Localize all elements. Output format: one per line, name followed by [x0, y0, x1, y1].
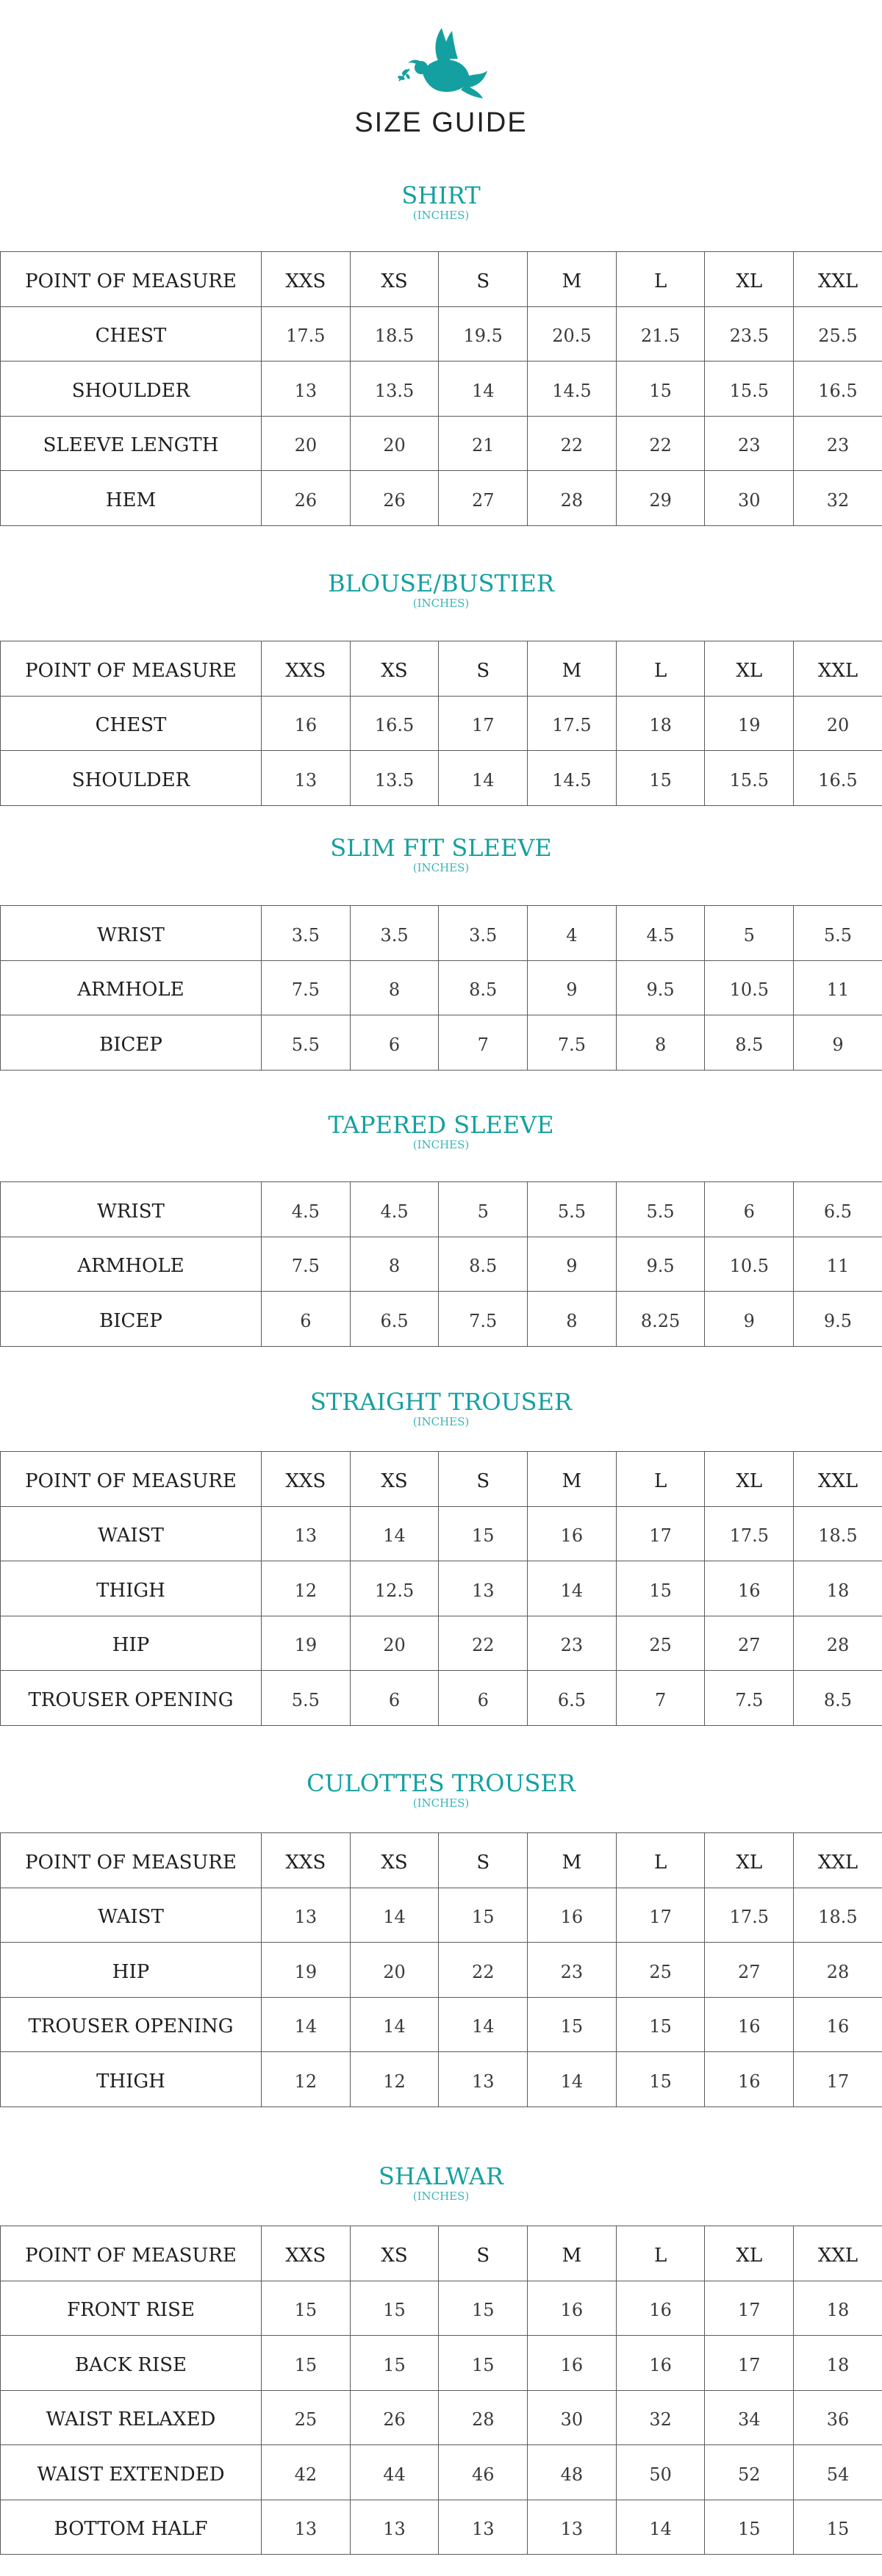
size-value-cell: 25 — [616, 1616, 705, 1671]
measure-label: WAIST — [1, 1506, 262, 1561]
size-value-cell: 6 — [439, 1671, 528, 1726]
size-value-cell: 3.5 — [262, 906, 351, 961]
size-value-cell: 28 — [794, 1616, 882, 1671]
size-value-cell: 11 — [794, 960, 882, 1015]
table-header-row — [1, 252, 882, 307]
size-value-cell: 44 — [350, 2445, 439, 2500]
measure-label: TROUSER OPENING — [1, 1671, 262, 1726]
size-value-cell: 15 — [528, 1997, 617, 2052]
size-value-cell: 14 — [350, 1888, 439, 1943]
size-value-cell: 9 — [528, 1237, 617, 1292]
dove-icon — [393, 22, 489, 110]
table-row — [1, 751, 882, 806]
measure-label: BOTTOM HALF — [1, 2500, 262, 2555]
size-value-cell: 18.5 — [350, 306, 439, 361]
table-row — [1, 2336, 882, 2391]
size-value-cell: 23 — [528, 1943, 617, 1998]
size-value-cell: 16 — [262, 696, 351, 751]
size-value-cell: 17.5 — [262, 306, 351, 361]
column-header-size: XS — [350, 1452, 439, 1507]
size-value-cell: 16 — [616, 2336, 705, 2391]
size-value-cell: 18 — [794, 1561, 882, 1616]
size-value-cell: 7.5 — [262, 1237, 351, 1292]
table-row — [1, 696, 882, 751]
size-value-cell: 14 — [439, 1997, 528, 2052]
column-header-size: XXS — [262, 1452, 351, 1507]
size-value-cell: 20 — [350, 416, 439, 471]
size-value-cell: 15 — [616, 2052, 705, 2107]
size-value-cell: 23.5 — [705, 306, 794, 361]
size-value-cell: 4.5 — [350, 1182, 439, 1237]
size-value-cell: 5 — [439, 1182, 528, 1237]
column-header-measure: POINT OF MEASURE — [1, 1452, 262, 1507]
slim-fit-sleeve-section-unit: (INCHES) — [412, 861, 470, 874]
size-value-cell: 14 — [350, 1997, 439, 2052]
size-value-cell: 19.5 — [439, 306, 528, 361]
size-value-cell: 6 — [262, 1292, 351, 1347]
size-value-cell: 54 — [794, 2445, 882, 2500]
size-value-cell: 8 — [616, 1015, 705, 1071]
size-value-cell: 5.5 — [262, 1671, 351, 1726]
culottes-trouser-size-table — [0, 1832, 882, 2107]
size-value-cell: 9.5 — [794, 1292, 882, 1347]
size-value-cell: 16 — [528, 2336, 617, 2391]
column-header-size: L — [616, 1833, 705, 1888]
size-value-cell: 5 — [705, 906, 794, 961]
size-value-cell: 4 — [528, 906, 617, 961]
size-value-cell: 18 — [794, 2336, 882, 2391]
size-value-cell: 28 — [439, 2390, 528, 2445]
column-header-size: XXS — [262, 252, 351, 307]
table-row — [1, 906, 882, 961]
size-value-cell: 8.5 — [439, 960, 528, 1015]
column-header-size: XXS — [262, 2226, 351, 2281]
size-value-cell: 28 — [528, 471, 617, 526]
size-value-cell: 7.5 — [262, 960, 351, 1015]
table-header-row — [1, 1452, 882, 1507]
column-header-size: L — [616, 2226, 705, 2281]
size-value-cell: 25.5 — [794, 306, 882, 361]
size-value-cell: 23 — [794, 416, 882, 471]
size-value-cell: 8 — [350, 960, 439, 1015]
size-value-cell: 5.5 — [528, 1182, 617, 1237]
size-value-cell: 15 — [705, 2500, 794, 2555]
size-value-cell: 14.5 — [528, 361, 617, 417]
column-header-size: S — [439, 641, 528, 697]
size-value-cell: 8.5 — [705, 1015, 794, 1071]
size-value-cell: 14 — [439, 361, 528, 417]
shirt-section-title: SHIRT — [401, 181, 481, 209]
size-value-cell: 17 — [616, 1888, 705, 1943]
measure-label: HIP — [1, 1943, 262, 1998]
size-value-cell: 15 — [262, 2336, 351, 2391]
size-value-cell: 22 — [616, 416, 705, 471]
size-value-cell: 13 — [262, 2500, 351, 2555]
table-row — [1, 471, 882, 526]
blouse-bustier-section-unit: (INCHES) — [412, 597, 470, 610]
size-value-cell: 13 — [262, 1888, 351, 1943]
size-value-cell: 8.5 — [439, 1237, 528, 1292]
size-value-cell: 30 — [528, 2390, 617, 2445]
measure-label: WAIST EXTENDED — [1, 2445, 262, 2500]
size-value-cell: 20 — [262, 416, 351, 471]
size-value-cell: 11 — [794, 1237, 882, 1292]
size-value-cell: 15 — [794, 2500, 882, 2555]
size-value-cell: 6.5 — [528, 1671, 617, 1726]
size-value-cell: 15 — [262, 2281, 351, 2336]
measure-label: SHOULDER — [1, 751, 262, 806]
size-value-cell: 13 — [350, 2500, 439, 2555]
size-value-cell: 12 — [262, 2052, 351, 2107]
measure-label: BICEP — [1, 1015, 262, 1071]
column-header-size: M — [528, 641, 617, 697]
size-value-cell: 23 — [528, 1616, 617, 1671]
table-row — [1, 960, 882, 1015]
slim-fit-sleeve-size-table — [0, 905, 882, 1071]
column-header-size: M — [528, 1452, 617, 1507]
column-header-size: L — [616, 252, 705, 307]
size-value-cell: 17 — [794, 2052, 882, 2107]
page-header — [0, 22, 882, 140]
size-value-cell: 6 — [350, 1671, 439, 1726]
size-value-cell: 4.5 — [262, 1182, 351, 1237]
size-value-cell: 15 — [616, 1997, 705, 2052]
size-value-cell: 10.5 — [705, 960, 794, 1015]
shalwar-section-unit: (INCHES) — [412, 2190, 470, 2203]
size-value-cell: 18 — [616, 696, 705, 751]
measure-label: ARMHOLE — [1, 1237, 262, 1292]
size-value-cell: 30 — [705, 471, 794, 526]
culottes-trouser-section-unit: (INCHES) — [412, 1796, 470, 1810]
size-value-cell: 6 — [350, 1015, 439, 1071]
column-header-measure: POINT OF MEASURE — [1, 1833, 262, 1888]
measure-label: WAIST RELAXED — [1, 2390, 262, 2445]
size-value-cell: 8.5 — [794, 1671, 882, 1726]
table-row — [1, 416, 882, 471]
size-value-cell: 32 — [616, 2390, 705, 2445]
shalwar-section-title: SHALWAR — [379, 2162, 503, 2190]
table-row — [1, 361, 882, 417]
size-value-cell: 15.5 — [705, 751, 794, 806]
size-value-cell: 16.5 — [794, 751, 882, 806]
size-value-cell: 13 — [262, 751, 351, 806]
size-value-cell: 14 — [350, 1506, 439, 1561]
size-value-cell: 27 — [705, 1943, 794, 1998]
size-value-cell: 3.5 — [439, 906, 528, 961]
size-value-cell: 13 — [262, 361, 351, 417]
size-value-cell: 32 — [794, 471, 882, 526]
measure-label: BACK RISE — [1, 2336, 262, 2391]
size-value-cell: 8 — [528, 1292, 617, 1347]
size-value-cell: 9 — [794, 1015, 882, 1071]
size-value-cell: 16 — [616, 2281, 705, 2336]
size-value-cell: 6 — [705, 1182, 794, 1237]
slim-fit-sleeve-section-title: SLIM FIT SLEEVE — [330, 834, 552, 862]
size-value-cell: 17.5 — [705, 1888, 794, 1943]
table-row — [1, 1943, 882, 1998]
size-value-cell: 16 — [794, 1997, 882, 2052]
table-row — [1, 1506, 882, 1561]
size-value-cell: 16.5 — [794, 361, 882, 417]
size-value-cell: 15 — [439, 1888, 528, 1943]
column-header-size: M — [528, 2226, 617, 2281]
measure-label: SHOULDER — [1, 361, 262, 417]
size-value-cell: 13 — [439, 1561, 528, 1616]
size-value-cell: 14.5 — [528, 751, 617, 806]
measure-label: CHEST — [1, 696, 262, 751]
table-row — [1, 1561, 882, 1616]
size-value-cell: 19 — [262, 1616, 351, 1671]
size-value-cell: 18 — [794, 2281, 882, 2336]
column-header-measure: POINT OF MEASURE — [1, 2226, 262, 2281]
blouse-bustier-section-title: BLOUSE/BUSTIER — [328, 569, 554, 597]
column-header-size: S — [439, 2226, 528, 2281]
size-value-cell: 42 — [262, 2445, 351, 2500]
column-header-size: XXL — [794, 252, 882, 307]
column-header-size: XXL — [794, 1833, 882, 1888]
measure-label: ARMHOLE — [1, 960, 262, 1015]
measure-label: WRIST — [1, 1182, 262, 1237]
size-value-cell: 12 — [350, 2052, 439, 2107]
size-value-cell: 17.5 — [705, 1506, 794, 1561]
measure-label: HEM — [1, 471, 262, 526]
table-row — [1, 1237, 882, 1292]
size-value-cell: 26 — [262, 471, 351, 526]
size-value-cell: 21 — [439, 416, 528, 471]
column-header-size: M — [528, 252, 617, 307]
size-value-cell: 15 — [616, 1561, 705, 1616]
column-header-size: XS — [350, 2226, 439, 2281]
measure-label: SLEEVE LENGTH — [1, 416, 262, 471]
size-value-cell: 17 — [705, 2336, 794, 2391]
size-value-cell: 12.5 — [350, 1561, 439, 1616]
column-header-size: XL — [705, 252, 794, 307]
measure-label: TROUSER OPENING — [1, 1997, 262, 2052]
size-value-cell: 14 — [262, 1997, 351, 2052]
straight-trouser-section-unit: (INCHES) — [412, 1415, 470, 1428]
size-value-cell: 25 — [262, 2390, 351, 2445]
table-row — [1, 1182, 882, 1237]
size-value-cell: 18.5 — [794, 1506, 882, 1561]
table-row — [1, 1616, 882, 1671]
size-value-cell: 10.5 — [705, 1237, 794, 1292]
column-header-size: XS — [350, 1833, 439, 1888]
size-value-cell: 16 — [528, 1506, 617, 1561]
tapered-sleeve-size-table — [0, 1181, 882, 1347]
size-value-cell: 3.5 — [350, 906, 439, 961]
size-value-cell: 7.5 — [439, 1292, 528, 1347]
size-value-cell: 22 — [439, 1943, 528, 1998]
size-value-cell: 17 — [616, 1506, 705, 1561]
column-header-size: XXL — [794, 1452, 882, 1507]
size-value-cell: 26 — [350, 2390, 439, 2445]
size-value-cell: 52 — [705, 2445, 794, 2500]
shalwar-size-table — [0, 2226, 882, 2555]
size-value-cell: 14 — [528, 2052, 617, 2107]
size-value-cell: 15 — [616, 751, 705, 806]
measure-label: HIP — [1, 1616, 262, 1671]
column-header-size: S — [439, 1833, 528, 1888]
size-value-cell: 14 — [616, 2500, 705, 2555]
size-value-cell: 27 — [705, 1616, 794, 1671]
size-value-cell: 50 — [616, 2445, 705, 2500]
size-value-cell: 16.5 — [350, 696, 439, 751]
shirt-size-table — [0, 251, 882, 526]
size-value-cell: 22 — [439, 1616, 528, 1671]
measure-label: BICEP — [1, 1292, 262, 1347]
size-value-cell: 13 — [439, 2500, 528, 2555]
size-value-cell: 15 — [616, 361, 705, 417]
column-header-size: L — [616, 1452, 705, 1507]
size-value-cell: 20 — [350, 1616, 439, 1671]
size-value-cell: 23 — [705, 416, 794, 471]
size-value-cell: 5.5 — [794, 906, 882, 961]
column-header-size: S — [439, 252, 528, 307]
column-header-size: M — [528, 1833, 617, 1888]
culottes-trouser-section-title: CULOTTES TROUSER — [306, 1769, 576, 1797]
size-value-cell: 15 — [439, 2281, 528, 2336]
size-value-cell: 6.5 — [794, 1182, 882, 1237]
size-value-cell: 7.5 — [528, 1015, 617, 1071]
size-value-cell: 9 — [705, 1292, 794, 1347]
size-value-cell: 12 — [262, 1561, 351, 1616]
size-value-cell: 22 — [528, 416, 617, 471]
table-row — [1, 306, 882, 361]
size-value-cell: 16 — [528, 2281, 617, 2336]
column-header-size: S — [439, 1452, 528, 1507]
size-value-cell: 18.5 — [794, 1888, 882, 1943]
table-row — [1, 2052, 882, 2107]
size-value-cell: 8 — [350, 1237, 439, 1292]
table-row — [1, 1292, 882, 1347]
tapered-sleeve-section-unit: (INCHES) — [412, 1138, 470, 1151]
table-row — [1, 2445, 882, 2500]
size-value-cell: 9 — [528, 960, 617, 1015]
table-row — [1, 2390, 882, 2445]
size-value-cell: 20 — [794, 696, 882, 751]
size-value-cell: 13 — [262, 1506, 351, 1561]
column-header-size: XL — [705, 1452, 794, 1507]
size-value-cell: 16 — [705, 1997, 794, 2052]
size-value-cell: 28 — [794, 1943, 882, 1998]
size-value-cell: 16 — [705, 1561, 794, 1616]
column-header-size: XXS — [262, 1833, 351, 1888]
size-value-cell: 13.5 — [350, 361, 439, 417]
size-value-cell: 19 — [705, 696, 794, 751]
measure-label: THIGH — [1, 2052, 262, 2107]
tapered-sleeve-section-title: TAPERED SLEEVE — [328, 1111, 554, 1139]
size-value-cell: 7 — [616, 1671, 705, 1726]
column-header-measure: POINT OF MEASURE — [1, 252, 262, 307]
size-value-cell: 16 — [705, 2052, 794, 2107]
size-value-cell: 17 — [705, 2281, 794, 2336]
size-value-cell: 7 — [439, 1015, 528, 1071]
column-header-size: XXL — [794, 641, 882, 697]
shirt-section-unit: (INCHES) — [412, 209, 470, 222]
column-header-size: XXL — [794, 2226, 882, 2281]
size-value-cell: 36 — [794, 2390, 882, 2445]
measure-label: CHEST — [1, 306, 262, 361]
table-header-row — [1, 2226, 882, 2281]
column-header-size: XL — [705, 641, 794, 697]
size-value-cell: 13 — [528, 2500, 617, 2555]
table-header-row — [1, 641, 882, 697]
measure-label: FRONT RISE — [1, 2281, 262, 2336]
size-guide-title: SIZE GUIDE — [354, 107, 528, 138]
size-value-cell: 21.5 — [616, 306, 705, 361]
size-value-cell: 27 — [439, 471, 528, 526]
table-row — [1, 2500, 882, 2555]
table-row — [1, 1997, 882, 2052]
size-value-cell: 15.5 — [705, 361, 794, 417]
straight-trouser-size-table — [0, 1451, 882, 1726]
straight-trouser-section-title: STRAIGHT TROUSER — [309, 1388, 573, 1416]
size-value-cell: 14 — [528, 1561, 617, 1616]
size-value-cell: 6.5 — [350, 1292, 439, 1347]
size-value-cell: 46 — [439, 2445, 528, 2500]
size-value-cell: 5.5 — [616, 1182, 705, 1237]
size-value-cell: 20 — [350, 1943, 439, 1998]
measure-label: THIGH — [1, 1561, 262, 1616]
table-row — [1, 2281, 882, 2336]
size-value-cell: 48 — [528, 2445, 617, 2500]
size-value-cell: 15 — [350, 2281, 439, 2336]
size-value-cell: 13.5 — [350, 751, 439, 806]
size-value-cell: 4.5 — [616, 906, 705, 961]
size-value-cell: 29 — [616, 471, 705, 526]
table-row — [1, 1888, 882, 1943]
table-header-row — [1, 1833, 882, 1888]
size-value-cell: 20.5 — [528, 306, 617, 361]
size-value-cell: 14 — [439, 751, 528, 806]
size-value-cell: 7.5 — [705, 1671, 794, 1726]
size-value-cell: 26 — [350, 471, 439, 526]
table-row — [1, 1015, 882, 1071]
size-value-cell: 17.5 — [528, 696, 617, 751]
size-value-cell: 16 — [528, 1888, 617, 1943]
column-header-size: XXS — [262, 641, 351, 697]
column-header-measure: POINT OF MEASURE — [1, 641, 262, 697]
size-value-cell: 8.25 — [616, 1292, 705, 1347]
size-value-cell: 17 — [439, 696, 528, 751]
size-value-cell: 9.5 — [616, 1237, 705, 1292]
column-header-size: XL — [705, 2226, 794, 2281]
size-value-cell: 15 — [439, 1506, 528, 1561]
size-value-cell: 15 — [350, 2336, 439, 2391]
column-header-size: XS — [350, 641, 439, 697]
size-value-cell: 15 — [439, 2336, 528, 2391]
column-header-size: XS — [350, 252, 439, 307]
column-header-size: L — [616, 641, 705, 697]
measure-label: WRIST — [1, 906, 262, 961]
size-value-cell: 9.5 — [616, 960, 705, 1015]
size-value-cell: 5.5 — [262, 1015, 351, 1071]
size-value-cell: 25 — [616, 1943, 705, 1998]
blouse-bustier-size-table — [0, 641, 882, 806]
table-row — [1, 1671, 882, 1726]
size-value-cell: 34 — [705, 2390, 794, 2445]
measure-label: WAIST — [1, 1888, 262, 1943]
size-value-cell: 13 — [439, 2052, 528, 2107]
size-value-cell: 19 — [262, 1943, 351, 1998]
column-header-size: XL — [705, 1833, 794, 1888]
